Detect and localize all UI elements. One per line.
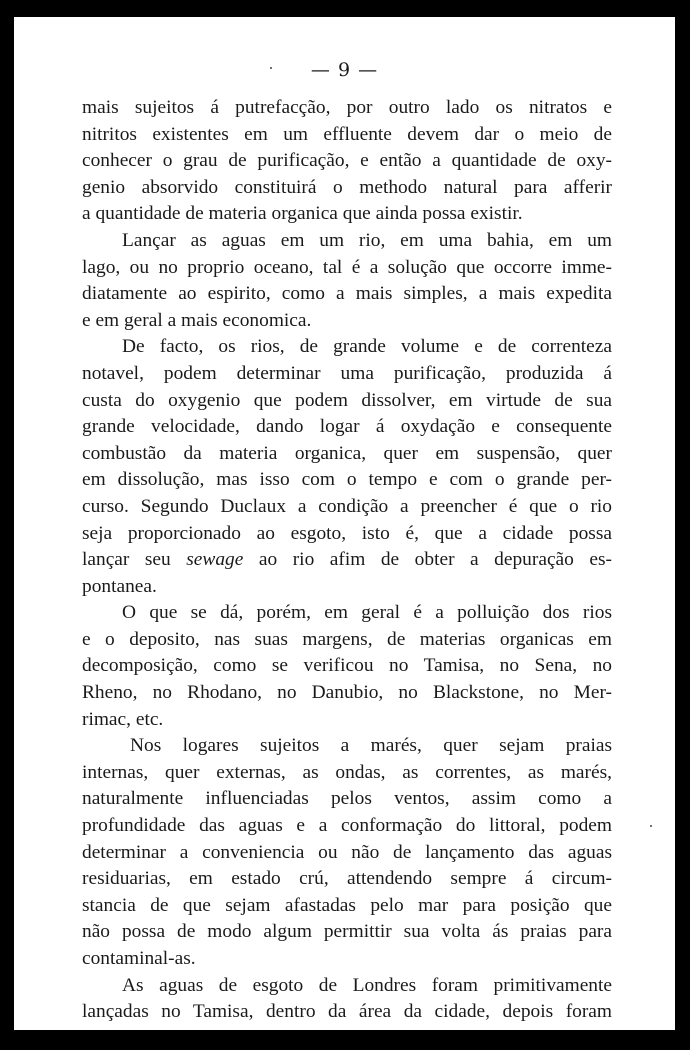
book-page [14, 17, 675, 1030]
text-line: stancia de que sejam afastadas pelo mar para posição que [82, 894, 612, 916]
text-line: seja proporcionado ao esgoto, isto é, que a cidade possa [82, 522, 612, 544]
text-line: grande velocidade, dando logar á oxydação e consequente [82, 416, 612, 438]
text-line: e em geral a mais economica. [82, 309, 312, 331]
text-line: em dissolução, mas isso com o tempo e com o grande per- [82, 469, 612, 491]
text-line: conhecer o grau de purificação, e então a quantidade de oxy- [82, 150, 612, 172]
text-segment: ao rio afim de obter a depuração es- [243, 549, 612, 571]
text-line: curso. Segundo Duclaux a condição a preencher é que o rio [82, 495, 612, 517]
text-line: O que se dá, porém, em geral é a polluição dos rios [122, 602, 612, 624]
text-line: custa do oxygenio que podem dissolver, em virtude de sua [82, 389, 612, 411]
paragraph [82, 973, 612, 1026]
text-line: naturalmente influenciadas pelos ventos, assim como a [82, 788, 612, 810]
speck-mark [270, 67, 272, 69]
paragraph [82, 334, 612, 600]
text-line: a quantidade de materia organica que ainda possa existir. [82, 203, 523, 225]
text-line: Rheno, no Rhodano, no Danubio, no Blackstone, no Mer- [82, 682, 612, 704]
text-line: lançadas no Tamisa, dentro da área da cidade, depois foram [82, 1001, 612, 1023]
text-line: nitritos existentes em um effluente devem dar o meio de [82, 123, 612, 145]
text-line: determinar a conveniencia ou não de lançamento das aguas [82, 841, 612, 863]
text-segment: lançar seu [82, 549, 187, 571]
body-text [82, 95, 612, 1026]
text-line: pontanea. [82, 575, 157, 597]
text-line: lago, ou no proprio oceano, tal é a solução que occorre imme- [82, 256, 612, 278]
paragraph [82, 600, 612, 733]
paragraph [82, 228, 612, 334]
text-line: internas, quer externas, as ondas, as correntes, as marés, [82, 761, 612, 783]
page-number: — 9 — [310, 59, 379, 81]
text-line: genio absorvido constituirá o methodo natural para afferir [82, 176, 612, 198]
text-line: combustão da materia organica, quer em suspensão, quer [82, 442, 612, 464]
text-line: profundidade das aguas e a conformação do littoral, podem [82, 815, 612, 837]
text-line: diatamente ao espirito, como a mais simples, a mais expedita [82, 283, 612, 305]
text-line: rimac, etc. [82, 708, 164, 730]
text-line: contaminal-as. [82, 948, 196, 969]
text-line: e o deposito, nas suas margens, de materias organicas em [82, 628, 612, 650]
text-line: Lançar as aguas em um rio, em uma bahia, em um [122, 229, 612, 251]
text-line [82, 547, 612, 574]
text-line: As aguas de esgoto de Londres foram primitivamente [122, 974, 612, 996]
text-line: não possa de modo algum permittir sua volta ás praias para [82, 921, 612, 943]
text-line: residuarias, em estado crú, attendendo sempre á circum- [82, 868, 612, 890]
text-line: Nos logares sujeitos a marés, quer sejam praias [130, 735, 612, 757]
text-line: De facto, os rios, de grande volume e de correnteza [122, 336, 612, 358]
text-line: decomposição, como se verificou no Tamisa, no Sena, no [82, 655, 612, 677]
speck-mark [650, 825, 652, 827]
text-line: notavel, podem determinar uma purificação, produzida á [82, 362, 612, 384]
paragraph [82, 733, 612, 972]
text-line: mais sujeitos á putrefacção, por outro lado os nitratos e [82, 97, 612, 118]
paragraph [82, 95, 612, 228]
foreign-word: sewage [186, 549, 244, 571]
